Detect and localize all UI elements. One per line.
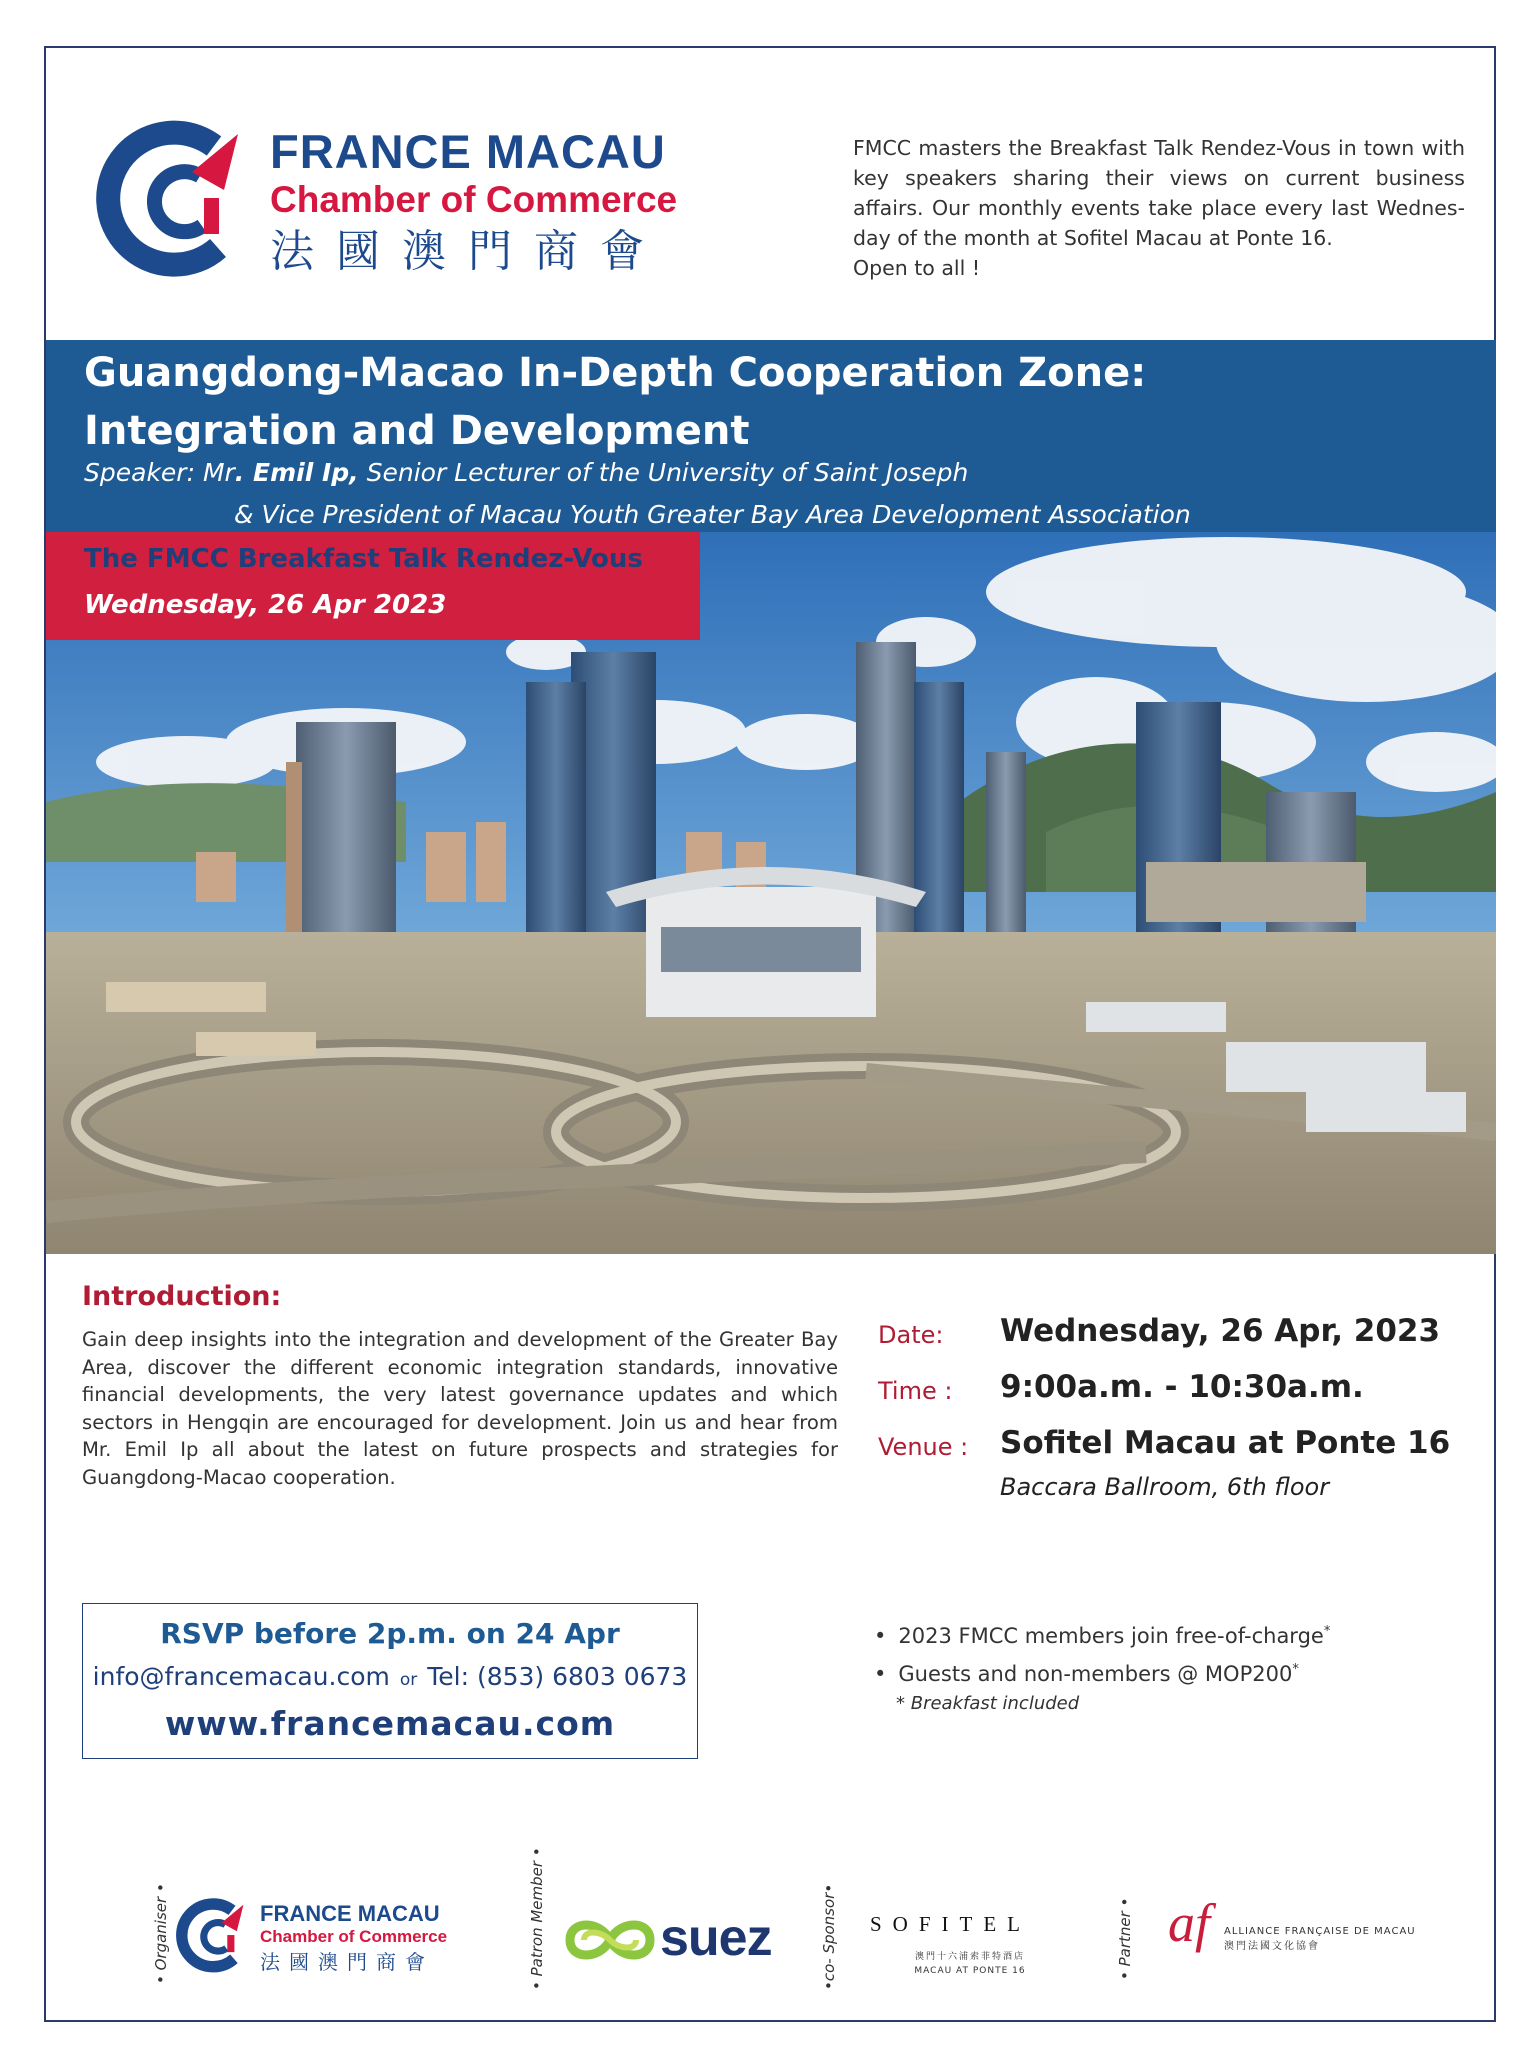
- event-title: [84, 344, 1146, 460]
- venue-value: Sofitel Macau at Ponte 16: [1000, 1425, 1451, 1461]
- event-details: [874, 1313, 1474, 1501]
- patron-member-label: • Patron Member •: [528, 1847, 546, 1990]
- introduction-body: Gain deep insights into the integration and development of the Greater Bay Area, discover the different economic integration standards, innovative financial developments, the very latest governance updates and which sectors in Hengqin are encouraged for development. Join us and hear from Mr. Emil Ip all about the latest on future prospects and strategies for Guangdong-Macao cooperation.: [82, 1328, 838, 1489]
- rsvp-or: or: [399, 1670, 418, 1690]
- time-label: Time :: [878, 1377, 953, 1405]
- event-title-line-2: Integration and Development: [84, 408, 750, 454]
- sofitel-logo: [870, 1912, 1070, 1976]
- speaker-name: . Emil Ip,: [234, 458, 359, 487]
- pricing-list: [874, 1615, 1330, 1717]
- detail-row-date: [874, 1313, 1474, 1369]
- header-blurb: [853, 133, 1465, 283]
- venue-room: Baccara Ballroom, 6th floor: [1000, 1473, 1330, 1501]
- pricing-members-asterisk: *: [1323, 1624, 1331, 1639]
- sofitel-chinese: 澳門十六浦索菲特酒店: [914, 1952, 1025, 1962]
- organiser-label: • Organiser •: [152, 1883, 170, 1984]
- pricing-members-text: 2023 FMCC members join free-of-charge: [898, 1624, 1324, 1648]
- organiser-logo-line-1: FRANCE MACAU: [260, 1901, 440, 1926]
- sofitel-subline: MACAU AT PONTE 16: [914, 1966, 1026, 1976]
- suez-swirl-icon: [560, 1910, 660, 1970]
- logo-line-france-macau: FRANCE MACAU: [270, 125, 666, 178]
- organiser-logo-icon: [176, 1898, 252, 1974]
- suez-wordmark: suez: [660, 1909, 772, 1967]
- time-value: 9:00a.m. - 10:30a.m.: [1000, 1369, 1364, 1405]
- organiser-logo-line-2: Chamber of Commerce: [260, 1927, 448, 1946]
- rsvp-box: [82, 1603, 698, 1759]
- alliance-francaise-logo: [1168, 1892, 1416, 1954]
- speaker-prefix: Speaker: Mr: [84, 458, 235, 487]
- pricing-note: * Breakfast included: [896, 1693, 1080, 1714]
- venue-label: Venue :: [878, 1433, 969, 1461]
- title-banner: [46, 340, 1496, 532]
- introduction-heading: Introduction:: [82, 1281, 282, 1312]
- pricing-members: [874, 1615, 1330, 1653]
- date-value: Wednesday, 26 Apr, 2023: [1000, 1313, 1441, 1349]
- organiser-logo-line-3: 法國澳門商會: [260, 1950, 434, 1974]
- co-sponsor-label: •co- Sponsor•: [820, 1883, 838, 1990]
- detail-row-time: [874, 1369, 1474, 1425]
- logo-line-chinese: 法國澳門商會: [270, 226, 666, 277]
- pricing-guests: [874, 1653, 1330, 1691]
- hengqin-cityscape-photo: [46, 532, 1496, 1254]
- rsvp-website-link[interactable]: www.francemacau.com: [164, 1704, 616, 1743]
- rsvp-contact: [83, 1656, 697, 1701]
- event-title-line-1: Guangdong-Macao In-Depth Cooperation Zone:: [84, 350, 1147, 396]
- rsvp-deadline: RSVP before 2p.m. on 24 Apr: [160, 1617, 620, 1650]
- blurb-line-4: day of the month at Sofitel Macau at Ponte 16.: [853, 226, 1333, 250]
- partner-label: • Partner •: [1116, 1897, 1134, 1980]
- logo-line-chamber: Chamber of Commerce: [270, 179, 678, 220]
- speaker-info: [84, 452, 1191, 536]
- pricing-guests-asterisk: *: [1292, 1662, 1299, 1677]
- blurb-line-5: Open to all !: [853, 256, 981, 280]
- event-series-date: Wednesday, 26 Apr 2023: [84, 590, 447, 620]
- blurb-line-1: FMCC masters the Breakfast Talk Rendez-Vous in town: [853, 136, 1415, 160]
- alliance-francaise-line-1: ALLIANCE FRANÇAISE DE MACAU: [1224, 1926, 1416, 1937]
- fmcc-logo-icon: [96, 120, 256, 280]
- pricing-guests-text: Guests and non-members @ MOP200: [898, 1662, 1293, 1686]
- sofitel-wordmark: SOFITEL: [870, 1912, 1031, 1936]
- date-label: Date:: [878, 1321, 944, 1349]
- blurb-line-3: affairs. Our monthly events take place every last Wednes-: [853, 196, 1465, 220]
- rsvp-email-link[interactable]: info@francemacau.com: [92, 1662, 390, 1691]
- speaker-role-1: Senior Lecturer of the University of Saint Joseph: [358, 458, 969, 487]
- alliance-francaise-mark: af: [1168, 1893, 1211, 1953]
- speaker-role-2: & Vice President of Macau Youth Greater Bay Area Development Association: [234, 500, 1191, 529]
- alliance-francaise-line-2: 澳門法國文化協會: [1224, 1941, 1320, 1952]
- fmcc-logo: [96, 120, 716, 290]
- blurb-line-2: with key speakers sharing their views on current business: [853, 136, 1465, 190]
- rsvp-phone[interactable]: Tel: (853) 6803 0673: [427, 1662, 688, 1691]
- event-series-name: The FMCC Breakfast Talk Rendez-Vous: [84, 544, 643, 574]
- event-series-tag: [46, 532, 700, 640]
